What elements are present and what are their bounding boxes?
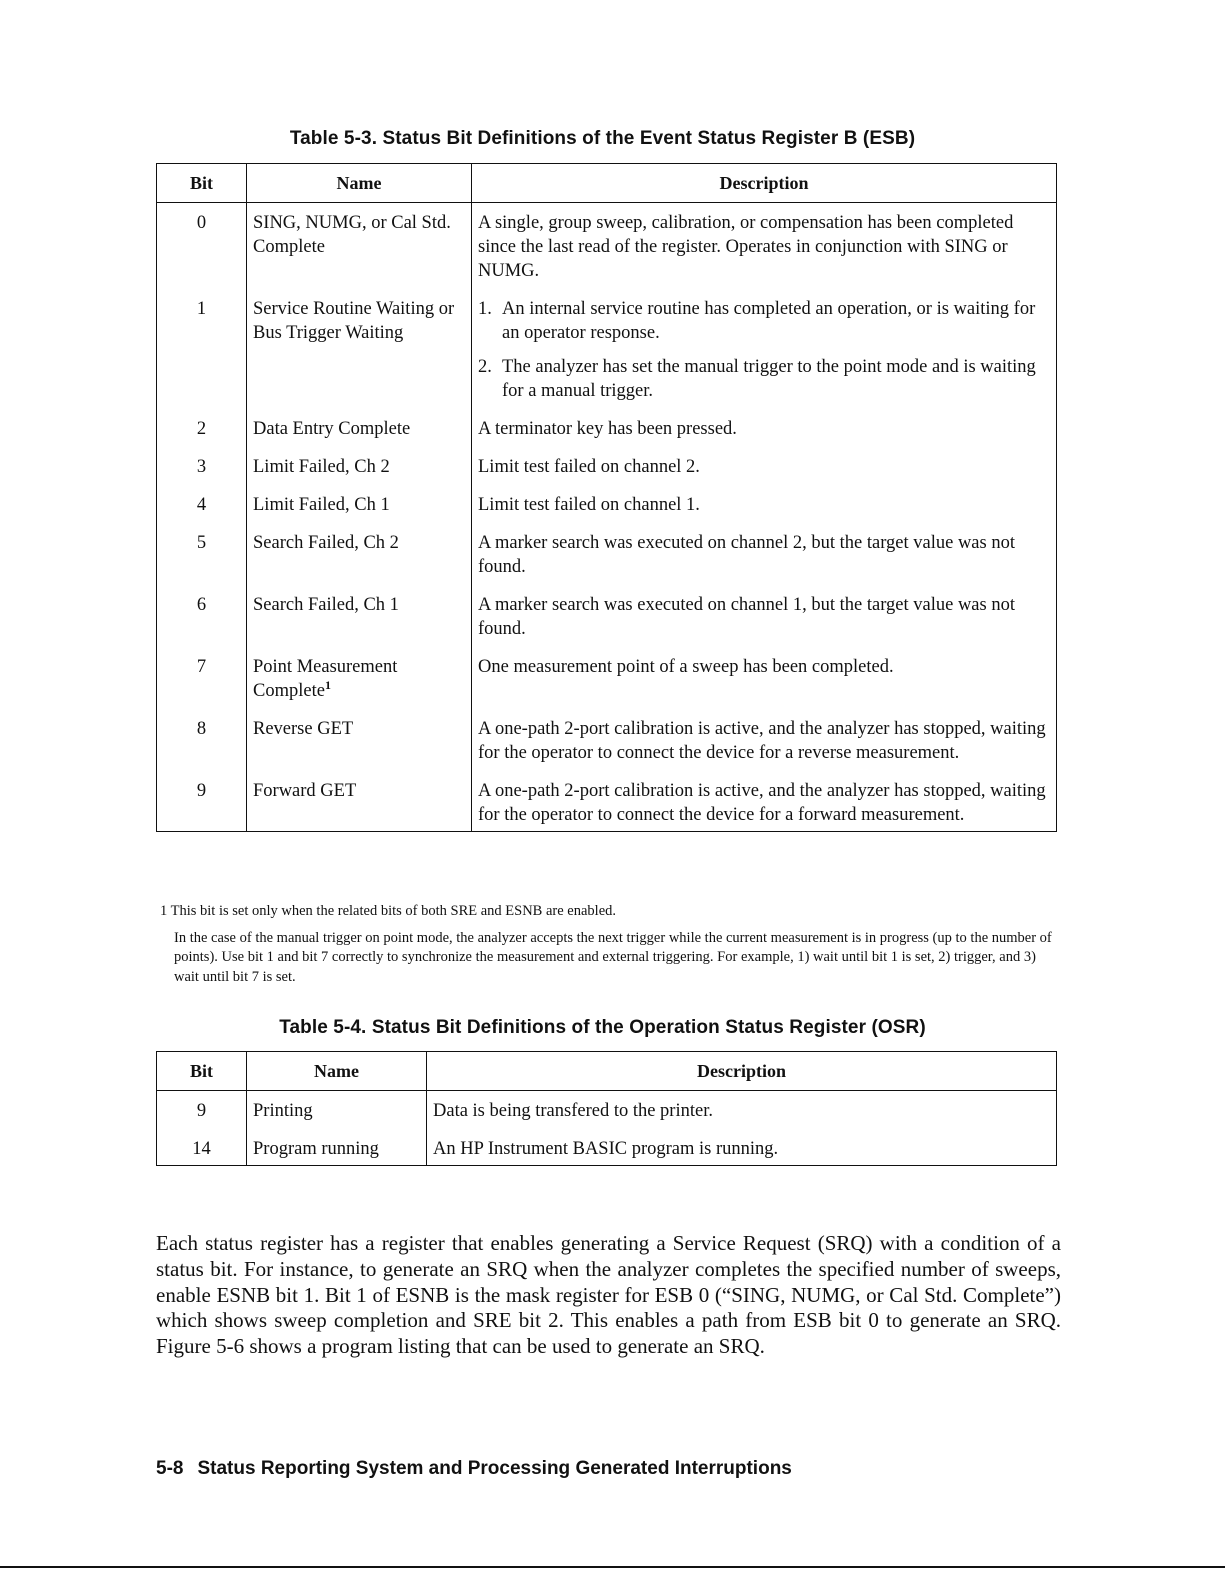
description-cell	[472, 297, 1057, 417]
name-cell: Forward GET	[247, 779, 472, 832]
description-cell: A one-path 2-port calibration is active, and the analyzer has stopped, waiting for the operator to connect the device for a reverse measurement.	[472, 717, 1057, 779]
name-cell: Service Routine Waiting or Bus Trigger Waiting	[247, 297, 472, 417]
name-cell: Program running	[247, 1137, 427, 1166]
description-list	[478, 297, 1050, 403]
list-text: An internal service routine has completed an operation, or is waiting for an operator response.	[502, 299, 1036, 343]
bottom-rule	[0, 1566, 1225, 1568]
bit-cell: 8	[196, 719, 207, 739]
name-cell: Printing	[247, 1091, 427, 1138]
name-cell: Data Entry Complete	[247, 417, 472, 455]
table-row	[157, 593, 1057, 655]
description-cell: Data is being transfered to the printer.	[427, 1091, 1057, 1138]
description-cell: A marker search was executed on channel 2, but the target value was not found.	[472, 531, 1057, 593]
name-cell: Search Failed, Ch 2	[247, 531, 472, 593]
name-cell: SING, NUMG, or Cal Std. Complete	[247, 203, 472, 298]
table-row	[157, 655, 1057, 717]
name-cell: Reverse GET	[247, 717, 472, 779]
name-cell: Limit Failed, Ch 2	[247, 455, 472, 493]
esb-status-table	[156, 163, 1057, 832]
list-number: 1.	[478, 299, 492, 319]
bit-cell: 6	[196, 595, 207, 615]
body-paragraph: Each status register has a register that enables generating a Service Request (SRQ) with a condition of a status bit. For instance, to generate an SRQ when the analyzer completes the specified number of sweeps, enable ESNB bit 1. Bit 1 of ESNB is the mask register for ESB 0 (“SING, NUMG, or Cal Std. Complete”) which shows sweep completion and SRE bit 2. This enables a path from ESB bit 0 to generate an SRQ. Figure 5-6 shows a program listing that can be used to generate an SRQ.	[156, 1231, 1061, 1359]
description-cell: Limit test failed on channel 2.	[472, 455, 1057, 493]
header-description: Description	[427, 1052, 1057, 1091]
page-footer	[156, 1458, 792, 1480]
bit-cell: 5	[196, 533, 207, 553]
header-name: Name	[247, 164, 472, 203]
table-footnotes	[160, 902, 1060, 987]
table-5-4-caption: Table 5-4. Status Bit Definitions of the Operation Status Register (OSR)	[279, 1017, 926, 1038]
list-item	[478, 297, 1050, 345]
bit-cell: 0	[196, 213, 207, 233]
list-item	[478, 355, 1050, 403]
bit-cell: 2	[196, 419, 207, 439]
table-row	[157, 493, 1057, 531]
footnote-marker: 1	[324, 677, 331, 692]
description-cell: A marker search was executed on channel 1, but the target value was not found.	[472, 593, 1057, 655]
table-row	[157, 417, 1057, 455]
table-header-row	[157, 1052, 1057, 1091]
bit-cell: 4	[196, 495, 207, 515]
section-title: Status Reporting System and Processing Generated Interruptions	[197, 1458, 792, 1479]
bit-cell: 1	[196, 299, 207, 319]
bit-cell: 14	[192, 1139, 211, 1159]
description-cell: A one-path 2-port calibration is active, and the analyzer has stopped, waiting for the operator to connect the device for a forward measurement.	[472, 779, 1057, 832]
footnote-note: In the case of the manual trigger on point mode, the analyzer accepts the next trigger while the current measurement is in progress (up to the number of points). Use bit 1 and bit 7 correctly to synchronize the measurement and external triggering. For example, 1) wait until bit 1 is set, 2) trigger, and 3) wait until bit 7 is set.	[174, 929, 1052, 985]
name-cell: Search Failed, Ch 1	[247, 593, 472, 655]
table-row	[157, 531, 1057, 593]
page-number: 5-8	[156, 1458, 184, 1479]
header-bit: Bit	[157, 164, 247, 203]
table-row	[157, 1137, 1057, 1166]
footnote-1: 1 This bit is set only when the related bits of both SRE and ESNB are enabled.	[160, 903, 617, 919]
description-cell: Limit test failed on channel 1.	[472, 493, 1057, 531]
table-row	[157, 717, 1057, 779]
list-text: The analyzer has set the manual trigger to the point mode and is waiting for a manual trigger.	[502, 357, 1036, 401]
table-row	[157, 455, 1057, 493]
name-cell	[247, 655, 472, 717]
header-name: Name	[247, 1052, 427, 1091]
description-cell: A single, group sweep, calibration, or compensation has been completed since the last read of the register. Operates in conjunction with SING or NUMG.	[472, 203, 1057, 298]
name-cell: Limit Failed, Ch 1	[247, 493, 472, 531]
description-cell: One measurement point of a sweep has been completed.	[472, 655, 1057, 717]
bit-cell: 7	[196, 657, 207, 677]
bit-cell: 9	[196, 1101, 207, 1121]
table-row	[157, 779, 1057, 832]
bit-cell: 3	[196, 457, 207, 477]
table-5-3-caption: Table 5-3. Status Bit Definitions of the Event Status Register B (ESB)	[289, 128, 916, 149]
description-cell: A terminator key has been pressed.	[472, 417, 1057, 455]
name-text: Point Measurement Complete	[253, 657, 398, 701]
description-cell: An HP Instrument BASIC program is running.	[427, 1137, 1057, 1166]
header-description: Description	[472, 164, 1057, 203]
table-row	[157, 297, 1057, 417]
header-bit: Bit	[157, 1052, 247, 1091]
table-row	[157, 203, 1057, 298]
list-number: 2.	[478, 357, 492, 377]
table-row	[157, 1091, 1057, 1138]
table-header-row	[157, 164, 1057, 203]
osr-status-table	[156, 1051, 1057, 1166]
bit-cell: 9	[196, 781, 207, 801]
